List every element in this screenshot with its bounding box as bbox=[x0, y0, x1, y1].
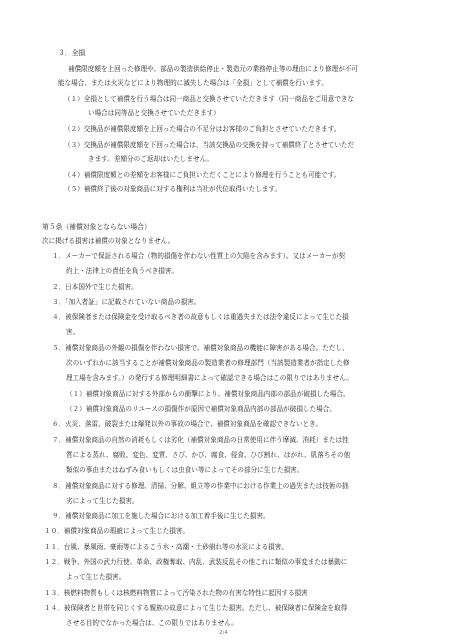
list-item: （４）補償限度額との差額をお客様にご負担いただくことにより修理を行うことも可能です。 bbox=[64, 171, 341, 179]
exclusion-line: よって生じた損害。 bbox=[66, 573, 126, 581]
section-heading: ３．全損 bbox=[58, 49, 86, 57]
exclusion-line: 劣によって生じた損害。 bbox=[66, 497, 139, 505]
list-item: い場合は同等品と交換させていただきます） bbox=[88, 109, 220, 117]
exclusion-line: ５．補償対象商品の外観の損傷を伴わない損害で、補償対象商品の機能に障害がある場合。ただし、 bbox=[52, 344, 349, 352]
exclusion-line: １４．被保険者と世帯を同じくする親族の故意によって生じた損害。ただし、被保険者に保険金を取得 bbox=[44, 604, 348, 612]
exclusion-line: ７．補償対象商品の自然の消耗もしくは劣化（補償対象商品の日常使用に伴う摩滅、消耗）または性 bbox=[52, 436, 349, 444]
page-number: 2/4 bbox=[219, 630, 228, 636]
list-item: （２）交換品が補償限度額を上回った場合の不足分はお客様のご負担とさせていただきます。 bbox=[64, 125, 341, 133]
list-item: きます。差額分のご返却はいたしません。 bbox=[88, 155, 214, 163]
exclusion-line: ９．補償対象商品に加工を施した場合における加工着手後に生じた損害。 bbox=[52, 512, 270, 520]
exclusion-line: ４．被保険者または保険金を受け取るべき者の故意もしくは重過失または法令違反によって生じた損 bbox=[52, 313, 349, 321]
exclusion-line: ３．「加入者証」に記載されていない商品の損害。 bbox=[52, 298, 201, 306]
exclusion-line: １．メーカーで保証される場合（物的損傷を伴わない性質上の欠陥を含みます）。又はメーカーが契 bbox=[52, 252, 346, 260]
exclusion-line: １０．補償対象商品の瑕疵によって生じた損害。 bbox=[44, 527, 190, 535]
exclusion-line: １３．核燃料物質もしくは核燃料物質によって汚染された物の有害な特性に起因する損害 bbox=[44, 589, 308, 597]
list-item: （５）補償終了後の対象商品に対する権利は当社が代位取得いたします。 bbox=[64, 185, 282, 193]
exclusion-line: 次のいずれかに該当することが補償対象商品の製造業者の修理部門（当該製造業者が指定した修 bbox=[66, 359, 350, 367]
exclusion-line: 約上・法律上の責任を負うべき損害。 bbox=[66, 267, 179, 275]
exclusion-line: 類似の事由またはねずみ食いもしくは虫食い等によってその部分に生じた損害。 bbox=[66, 466, 304, 474]
exclusion-line: ８．補償対象商品に対する修理、清掃、分解、組立等の作業中における作業上の過失または技術の拙 bbox=[52, 482, 349, 490]
exclusion-line: ２．日本国外で生じた損害。 bbox=[52, 283, 138, 291]
exclusion-line: １２．戦争、外国の武力行使、革命、政権奪取、内乱、武装反乱その他これに類似の事変または暴動に bbox=[44, 558, 348, 566]
exclusion-line: ６．火災、落雷、破裂または爆発以外の事故の場合で、補償対象商品を確認できないとき。 bbox=[52, 420, 322, 428]
article-title: 第５条（補償対象とならない場合） bbox=[42, 223, 151, 231]
article-intro: 次に掲げる損害は補償の対象となりません。 bbox=[42, 237, 175, 245]
body-line: 補償限度額を上回った修理や、部品の製造供給停止・製造元の業務停止等の理由により修理が不可 bbox=[68, 65, 358, 73]
exclusion-line: １１．台風、暴風雨、豪雨等によるこう水・高潮・土砂崩れ等の水災による損害。 bbox=[44, 543, 288, 551]
exclusion-line: 理工場を含みます。）の発行する修理明細書によって確認できる場合はこの限りではありません。 bbox=[66, 374, 353, 382]
exclusion-line: （１）補償対象商品に対する外部からの衝撃により、補償対象商品内部の部品が破損した場合。 bbox=[66, 390, 350, 398]
exclusion-line: させる目的でなかった場合は、この限りではありません。 bbox=[66, 619, 238, 627]
exclusion-line: 質による蒸れ、腐敗、変色、変質、さび、かび、腐食、侵食、ひび割れ、はがれ、肌落ちその他 bbox=[66, 451, 351, 459]
list-item: （３）交換品が補償限度額を下回った場合は、当該交換品の交換を持って補償終了とさせていただ bbox=[64, 141, 355, 149]
exclusion-line: 害。 bbox=[66, 328, 80, 336]
list-item: （１）全損として補償を行う場合は同一商品と交換させていただきます（同一商品をご用意できな bbox=[64, 95, 355, 103]
exclusion-line: （２）補償対象商品のリユースの損傷作が原因で補償対象商品内部の部品が破損した場合。 bbox=[66, 405, 336, 413]
body-line: 能な場合、または火災などにより物理的に滅失した場合は「全損」として補償を行います。 bbox=[58, 79, 328, 87]
